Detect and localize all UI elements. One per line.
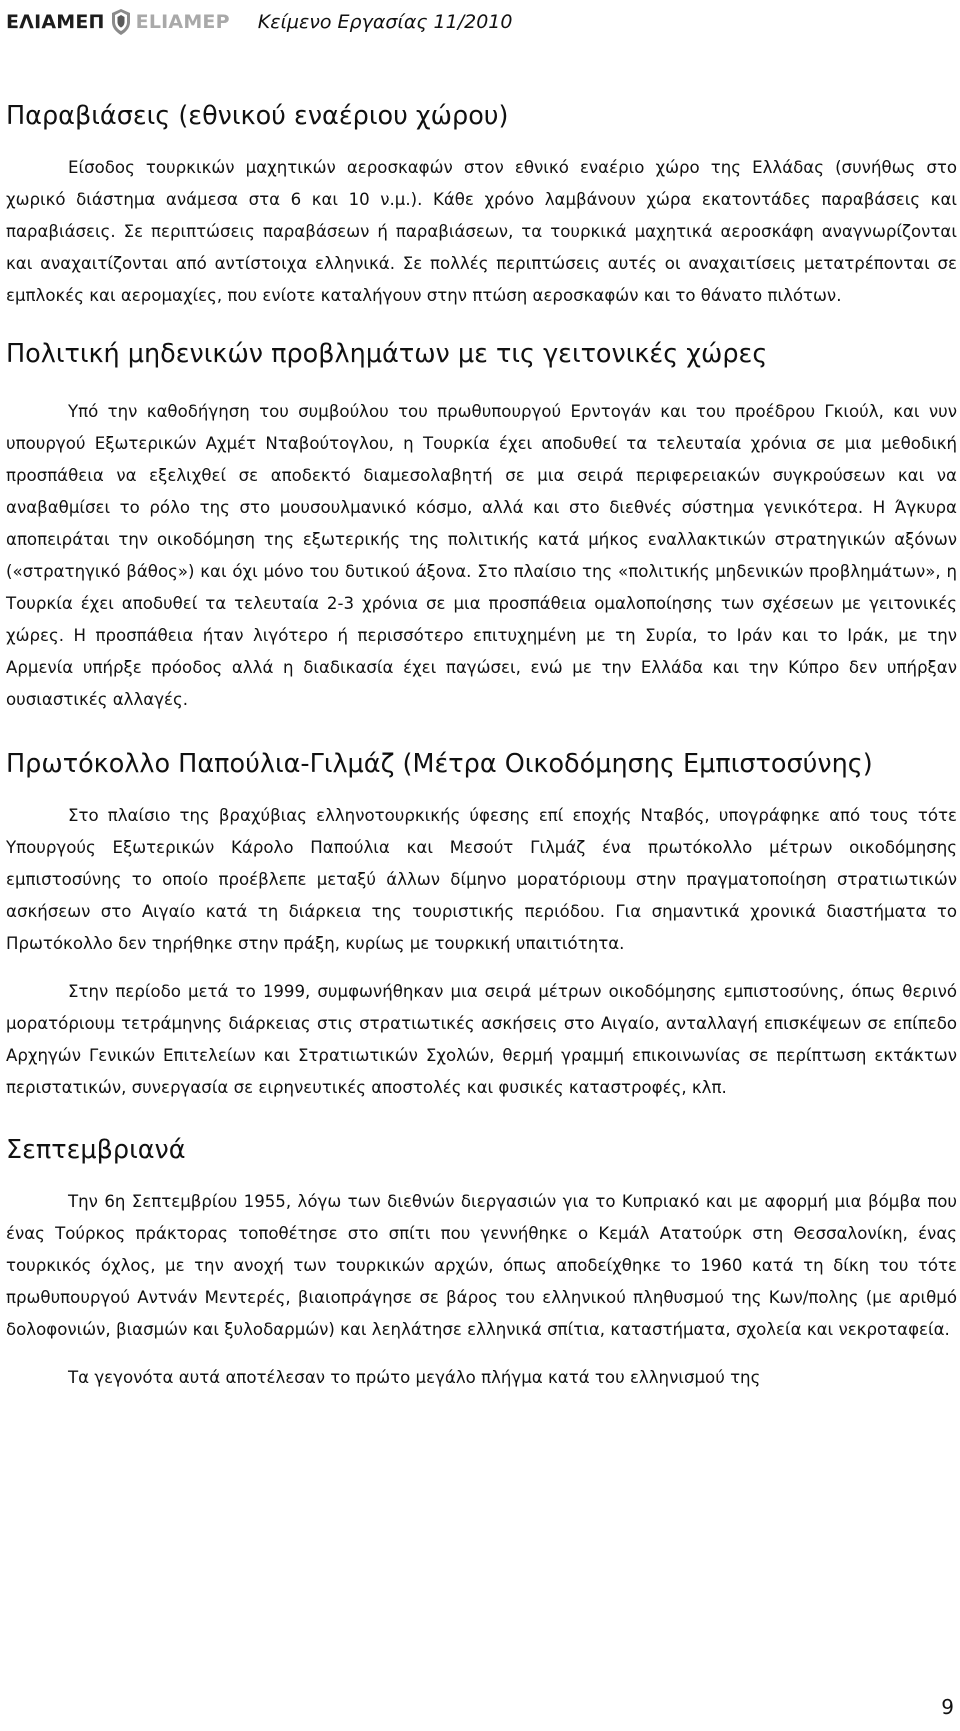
paragraph: Υπό την καθοδήγηση του συμβούλου του πρωθυπουργού Ερντογάν και του προέδρου Γκιούλ, και νυν υπουργού Εξωτερικών Αχμέτ Νταβούτογλου, η Τουρκία έχει αποδυθεί τα τελευταία χρόνια σε μια μεθοδική προσπάθεια να εξελιχθεί σε αποδεκτό διαμεσολαβητή σε μια σειρά περιφερειακών συγκρούσεων και να αναβαθμίσει το ρόλο της στο μουσουλμανικό κόσμο, αλλά και στο διεθνές σύστημα γενικότερα. Η Άγκυρα αποπειράται την οικοδόμηση της εξωτερικής της πολιτικής κατά μήκος εναλλακτικών στρατηγικών αξόνων («στρατηγικό βάθος») και όχι μόνο του δυτικού άξονα. Στο πλαίσιο της «πολιτικής μηδενικών προβλημάτων», η Τουρκία έχει αποδυθεί τα τελευταία 2-3 χρόνια σε μια προσπάθεια ομαλοποίησης των σχέσεων με γειτονικές χώρες. Η προσπάθεια ήταν λιγότερο ή περισσότερο επιτυχημένη με τη Συρία, το Ιράν και το Ιράκ, με την Αρμενία υπήρξε πρόοδος αλλά η διαδικασία έχει παγώσει, ενώ με την Ελλάδα και την Κύπρο δεν υπήρξαν ουσιαστικές αλλαγές. (6, 402, 957, 709)
paragraph: Τα γεγονότα αυτά αποτέλεσαν το πρώτο μεγάλο πλήγμα κατά του ελληνισμού της (68, 1368, 761, 1387)
paragraph: Την 6η Σεπτεμβρίου 1955, λόγω των διεθνών διεργασιών για το Κυπριακό και με αφορμή μια βόμβα που ένας Τούρκος πράκτορας τοποθέτησε στο σπίτι που γεννήθηκε ο Κεμάλ Ατατούρκ στη Θεσσαλονίκη, ένας τουρκικός όχλος, με την ανοχή των τουρκικών αρχών, όπως αποδείχθηκε το 1960 κατά τη δίκη του τότε πρωθυπουργού Αντνάν Μεντερές, βιαιοπράγησε σε βάρος του ελληνικού πληθυσμού της Κων/πολης (με αριθμό δολοφονιών, βιασμών και ξυλοδαρμών) και λεηλάτησε ελληνικά σπίτια, καταστήματα, σχολεία και νεκροταφεία. (6, 1192, 957, 1339)
section-heading-septemvriana: Σεπτεμβριανά (6, 1135, 186, 1165)
page-header (6, 4, 512, 40)
page-number: 9 (941, 1695, 954, 1719)
document-body (6, 98, 957, 1394)
logo-text-greek: ΕΛΙΑΜΕΠ (6, 11, 105, 33)
logo-text-english: ELIAMEP (135, 11, 230, 33)
section-heading-violations: Παραβιάσεις (εθνικού εναέριου χώρου) (6, 101, 509, 131)
section-heading-papoulias-yilmaz-protocol: Πρωτόκολλο Παπούλια-Γιλμάζ (Μέτρα Οικοδόμησης Εμπιστοσύνης) (6, 749, 873, 779)
paragraph: Στο πλαίσιο της βραχύβιας ελληνοτουρκικής ύφεσης επί εποχής Νταβός, υπογράφηκε από τους τότε Υπουργούς Εξωτερικών Κάρολο Παπούλια και Μεσούτ Γιλμάζ ένα πρωτόκολλο μέτρων οικοδόμησης εμπιστοσύνης το οποίο προέβλεπε μεταξύ άλλων δίμηνο μορατόριουμ στην πραγματοποίηση στρατιωτικών ασκήσεων στο Αιγαίο κατά τη διάρκεια της τουριστικής περιόδου. Για σημαντικά χρονικά διαστήματα το Πρωτόκολλο δεν τηρήθηκε στην πράξη, κυρίως με τουρκική υπαιτιότητα. (6, 806, 957, 953)
document-reference: Κείμενο Εργασίας 11/2010 (257, 11, 513, 33)
eliamep-logo (6, 8, 230, 36)
paragraph: Είσοδος τουρκικών μαχητικών αεροσκαφών στον εθνικό εναέριο χώρο της Ελλάδας (συνήθως στο χωρικό διάστημα ανάμεσα στα 6 και 10 ν.μ.). Κάθε χρόνο λαμβάνουν χώρα εκατοντάδες παραβάσεις και παραβιάσεις. Σε περιπτώσεις παραβάσεων ή παραβιάσεων, τα τουρκικά μαχητικά αεροσκάφη αναγνωρίζονται και αναχαιτίζονται από αντίστοιχα ελληνικά. Σε πολλές περιπτώσεις αυτές οι αναχαιτίσεις μετατρέπονται σε εμπλοκές και αερομαχίες, που ενίοτε καταλήγουν στην πτώση αεροσκαφών και το θάνατο πιλότων. (6, 158, 957, 305)
section-heading-zero-problems-policy: Πολιτική μηδενικών προβλημάτων με τις γειτονικές χώρες (6, 339, 768, 369)
eliamep-emblem-icon (110, 8, 132, 36)
paragraph: Στην περίοδο μετά το 1999, συμφωνήθηκαν μια σειρά μέτρων οικοδόμησης εμπιστοσύνης, όπως θερινό μορατόριουμ τετράμηνης διάρκειας στις στρατιωτικές ασκήσεις στο Αιγαίο, ανταλλαγή επισκέψεων σε επίπεδο Αρχηγών Γενικών Επιτελείων και Στρατιωτικών Σχολών, θερμή γραμμή επικοινωνίας σε περίπτωση εκτάκτων περιστατικών, συνεργασία σε ειρηνευτικές αποστολές και φυσικές καταστροφές, κλπ. (6, 982, 957, 1097)
